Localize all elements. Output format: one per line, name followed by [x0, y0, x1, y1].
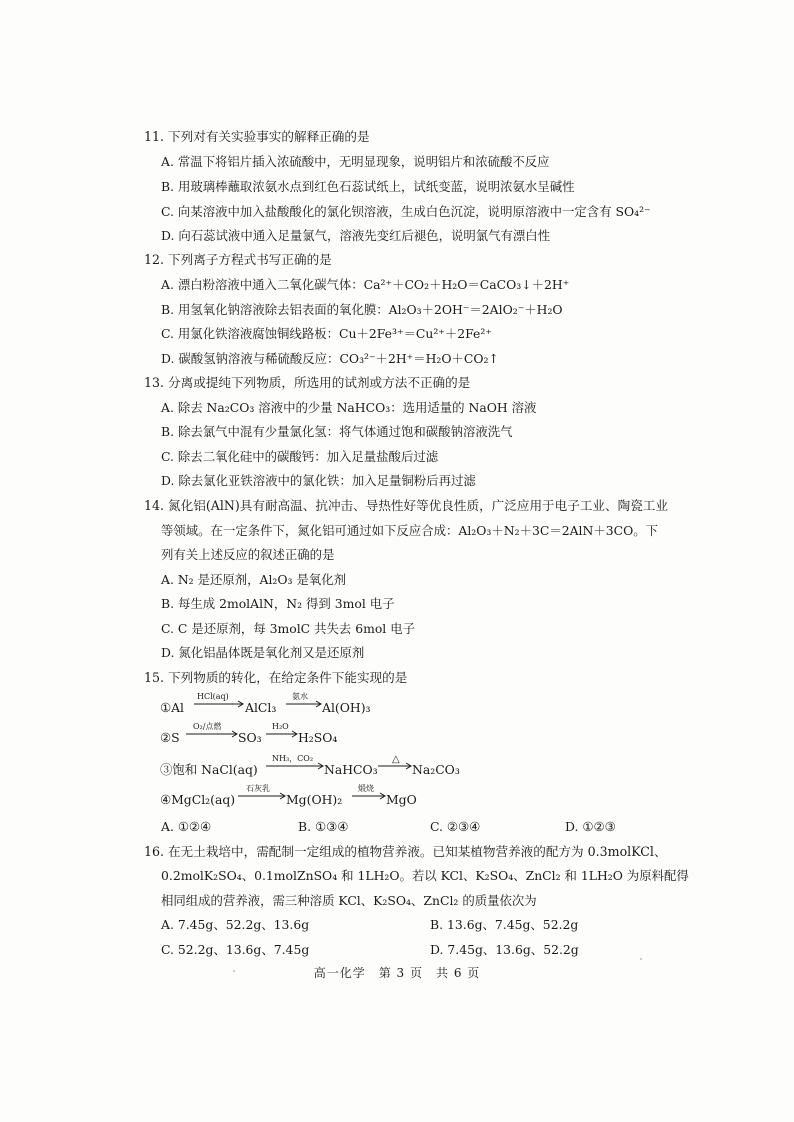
q13-stem: 13. 分离或提纯下列物质，所选用的试剂或方法不正确的是 — [144, 375, 471, 390]
r3-mid: NaHCO₃ — [324, 762, 378, 777]
r2-cond1: O₂/点燃 — [193, 722, 222, 731]
q14-stem-line1: 14. 氮化铝(AlN)具有耐高温、抗冲击、导热性好等优良性质，广泛应用于电子工业、陶瓷工业 — [144, 498, 668, 513]
q14-option-d: D. 氮化铝晶体既是氧化剂又是还原剂 — [161, 645, 365, 660]
r4-mid: Mg(OH)₂ — [286, 792, 343, 807]
q14-option-b: B. 每生成 2molAlN，N₂ 得到 3mol 电子 — [161, 596, 395, 611]
q12-stem: 12. 下列离子方程式书写正确的是 — [144, 252, 332, 267]
q16-option-d: D. 7.45g、13.6g、52.2g — [430, 942, 579, 957]
q11-option-b: B. 用玻璃棒蘸取浓氨水点到红色石蕊试纸上，试纸变蓝，说明浓氨水呈碱性 — [161, 179, 575, 194]
q15-stem: 15. 下列物质的转化，在给定条件下能实现的是 — [144, 670, 408, 685]
r2-end: H₂SO₄ — [298, 730, 338, 745]
r3-end: Na₂CO₃ — [412, 762, 460, 777]
q14-stem-line2: 等领域。在一定条件下，氮化铝可通过如下反应合成：Al₂O₃＋N₂＋3C＝2AlN＋3CO。下 — [161, 523, 659, 538]
q15-option-b: B. ①③④ — [298, 819, 349, 834]
r2-start: ②S — [160, 730, 180, 745]
r1-end: Al(OH)₃ — [322, 700, 371, 715]
q16-option-b: B. 13.6g、7.45g、52.2g — [430, 917, 579, 932]
r1-mid: AlCl₃ — [245, 700, 277, 715]
q14-option-c: C. C 是还原剂，每 3molC 共失去 6mol 电子 — [161, 621, 415, 636]
q11-stem: 11. 下列对有关实验事实的解释正确的是 — [144, 129, 370, 144]
q11-option-c: C. 向某溶液中加入盐酸酸化的氯化钡溶液，生成白色沉淀，说明原溶液中一定含有 SO₄²⁻ — [161, 204, 651, 219]
q13-option-d: D. 除去氯化亚铁溶液中的氯化铁：加入足量铜粉后再过滤 — [161, 473, 476, 488]
q15-option-c: C. ②③④ — [430, 819, 481, 834]
r4-cond1: 石灰乳 — [246, 784, 270, 793]
r2-cond2: H₂O — [272, 722, 289, 731]
r4-cond2: 煅烧 — [358, 784, 374, 793]
q12-option-c: C. 用氯化铁溶液腐蚀铜线路板：Cu＋2Fe³⁺＝Cu²⁺＋2Fe²⁺ — [161, 326, 492, 341]
r3-start: ③饱和 NaCl(aq) — [160, 762, 258, 777]
q13-option-b: B. 除去氯气中混有少量氯化氢：将气体通过饱和碳酸钠溶液洗气 — [161, 424, 513, 439]
q15-option-a: A. ①②④ — [161, 819, 212, 834]
q14-stem-line3: 列有关上述反应的叙述正确的是 — [161, 547, 335, 562]
r1-start: ①Al — [160, 700, 185, 715]
q12-option-b: B. 用氢氧化钠溶液除去铝表面的氧化膜：Al₂O₃＋2OH⁻＝2AlO₂⁻＋H₂O — [161, 302, 563, 317]
r4-start: ④MgCl₂(aq) — [160, 792, 236, 807]
q14-option-a: A. N₂ 是还原剂，Al₂O₃ 是氧化剂 — [161, 572, 347, 587]
scan-speck — [233, 970, 235, 972]
q13-option-a: A. 除去 Na₂CO₃ 溶液中的少量 NaHCO₃：选用适量的 NaOH 溶液 — [161, 400, 537, 415]
q16-option-a: A. 7.45g、52.2g、13.6g — [161, 917, 310, 932]
q12-option-a: A. 漂白粉溶液中通入二氧化碳气体：Ca²⁺＋CO₂＋H₂O＝CaCO₃↓＋2H⁺ — [161, 277, 570, 292]
q15-option-d: D. ①②③ — [565, 819, 616, 834]
q13-option-c: C. 除去二氧化硅中的碳酸钙：加入足量盐酸后过滤 — [161, 449, 439, 464]
r3-cond2: △ — [392, 754, 400, 765]
page-footer: 高一化学 第 3 页 共 6 页 — [313, 966, 481, 980]
q16-stem-line1: 16. 在无土栽培中，需配制一定组成的植物营养液。已知某植物营养液的配方为 0.3molKCl、 — [144, 844, 667, 859]
q11-option-a: A. 常温下将铝片插入浓硫酸中，无明显现象，说明铝片和浓硫酸不反应 — [161, 154, 550, 169]
q16-option-c: C. 52.2g、13.6g、7.45g — [161, 942, 310, 957]
r2-mid: SO₃ — [238, 730, 262, 745]
q16-stem-line3: 相同组成的营养液，需三种溶质 KCl、K₂SO₄、ZnCl₂ 的质量依次为 — [161, 893, 537, 908]
r3-cond1: NH₃，CO₂ — [272, 754, 314, 763]
q12-option-d: D. 碳酸氢钠溶液与稀硫酸反应：CO₃²⁻＋2H⁺＝H₂O＋CO₂↑ — [161, 351, 499, 366]
q11-option-d: D. 向石蕊试液中通入足量氯气，溶液先变红后褪色，说明氯气有漂白性 — [161, 228, 551, 243]
r4-end: MgO — [386, 792, 417, 807]
q15-reaction-schemes — [150, 688, 510, 818]
q16-stem-line2: 0.2molK₂SO₄、0.1molZnSO₄ 和 1LH₂O。若以 KCl、K₂SO₄、ZnCl₂ 和 1LH₂O 为原料配得 — [161, 868, 689, 883]
scan-speck — [640, 958, 642, 960]
r1-cond1: HCl(aq) — [197, 692, 229, 701]
r1-cond2: 氨水 — [292, 692, 308, 701]
